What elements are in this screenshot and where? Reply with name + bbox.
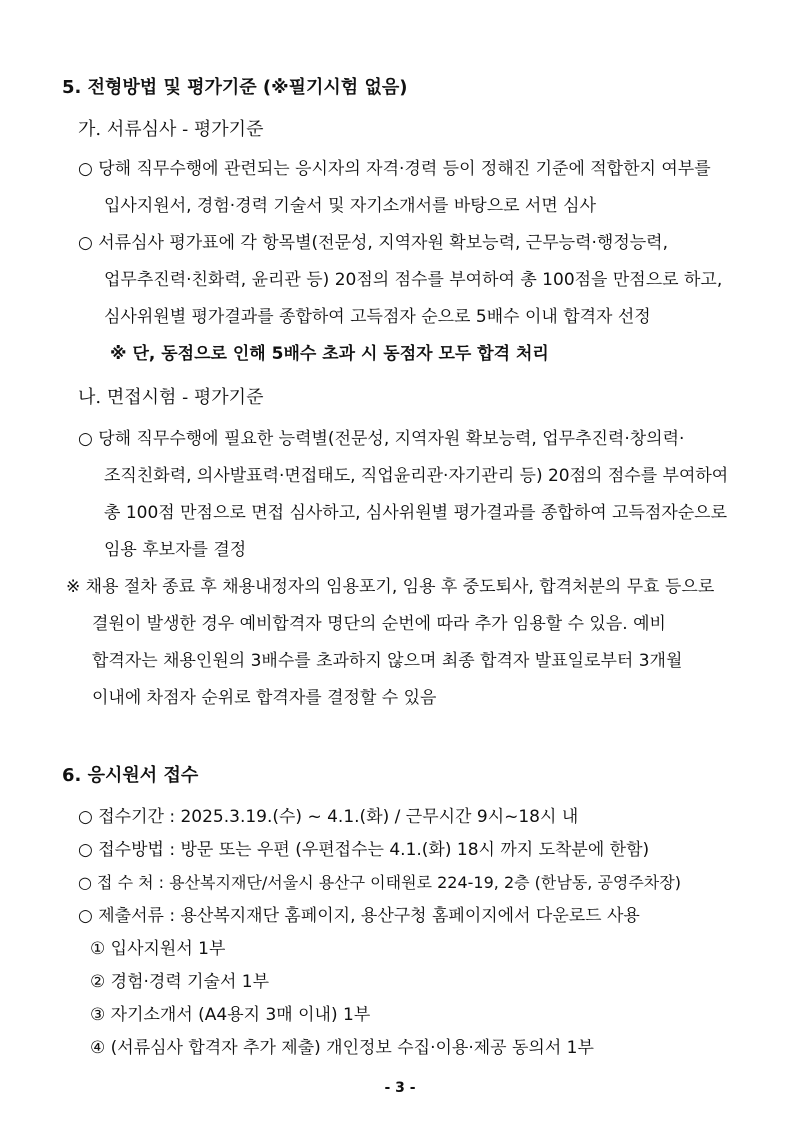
doc-item-3: ③ 자기소개서 (A4용지 3매 이내) 1부 bbox=[90, 1005, 371, 1025]
receipt-method: ○ 접수방법 : 방문 또는 우편 (우편접수는 4.1.(화) 18시 까지 도착분에 한함) bbox=[78, 840, 650, 860]
note-line-4: 이내에 차점자 순위로 합격자를 결정할 수 있음 bbox=[92, 688, 437, 708]
doc-item-4: ④ (서류심사 합격자 추가 제출) 개인정보 수집·이용·제공 동의서 1부 bbox=[90, 1038, 594, 1058]
subsection-b-title: 나. 면접시험 - 평가기준 bbox=[78, 387, 264, 408]
subsection-a-title: 가. 서류심사 - 평가기준 bbox=[78, 119, 264, 140]
page-number: - 3 - bbox=[384, 1080, 416, 1096]
receipt-period: ○ 접수기간 : 2025.3.19.(수) ~ 4.1.(화) / 근무시간 9시~18시 내 bbox=[78, 807, 579, 827]
doc-item-2: ② 경험·경력 기술서 1부 bbox=[90, 972, 270, 992]
b-line-2: 조직친화력, 의사발표력·면접태도, 직업윤리관·자기관리 등) 20점의 점수를 부여하여 bbox=[104, 466, 729, 486]
note-line-3: 합격자는 채용인원의 3배수를 초과하지 않으며 최종 합격자 발표일로부터 3개월 bbox=[92, 651, 683, 671]
note-line-2: 결원이 발생한 경우 예비합격자 명단의 순번에 따라 추가 임용할 수 있음. 예비 bbox=[92, 614, 666, 634]
b-line-3: 총 100점 만점으로 면접 심사하고, 심사위원별 평가결과를 종합하여 고득점자순으로 bbox=[104, 503, 728, 523]
a-line-4: 업무추진력·친화력, 윤리관 등) 20점의 점수를 부여하여 총 100점을 만점으로 하고, bbox=[104, 270, 723, 290]
a-line-2: 입사지원서, 경험·경력 기술서 및 자기소개서를 바탕으로 서면 심사 bbox=[104, 196, 597, 216]
doc-item-1: ① 입사지원서 1부 bbox=[90, 939, 226, 959]
b-line-1: ○ 당해 직무수행에 필요한 능력별(전문성, 지역자원 확보능력, 업무추진력·창의력· bbox=[78, 429, 685, 449]
a-line-3: ○ 서류심사 평가표에 각 항목별(전문성, 지역자원 확보능력, 근무능력·행정능력, bbox=[78, 233, 668, 253]
a-line-1: ○ 당해 직무수행에 관련되는 응시자의 자격·경력 등이 정해진 기준에 적합한지 여부를 bbox=[78, 159, 711, 179]
receipt-location: ○ 접 수 처 : 용산복지재단/서울시 용산구 이태원로 224-19, 2층 (한남동, 공영주차장) bbox=[78, 873, 681, 892]
section-6-title: 6. 응시원서 접수 bbox=[62, 765, 199, 786]
submission-docs: ○ 제출서류 : 용산복지재단 홈페이지, 용산구청 홈페이지에서 다운로드 사용 bbox=[78, 906, 640, 926]
a-note: ※ 단, 동점으로 인해 5배수 초과 시 동점자 모두 합격 처리 bbox=[110, 344, 549, 364]
a-line-5: 심사위원별 평가결과를 종합하여 고득점자 순으로 5배수 이내 합격자 선정 bbox=[104, 307, 651, 327]
section-5-title: 5. 전형방법 및 평가기준 (※필기시험 없음) bbox=[62, 77, 408, 98]
b-line-4: 임용 후보자를 결정 bbox=[104, 540, 247, 560]
note-line-1: ※ 채용 절차 종료 후 채용내정자의 임용포기, 임용 후 중도퇴사, 합격처분의 무효 등으로 bbox=[66, 577, 715, 597]
